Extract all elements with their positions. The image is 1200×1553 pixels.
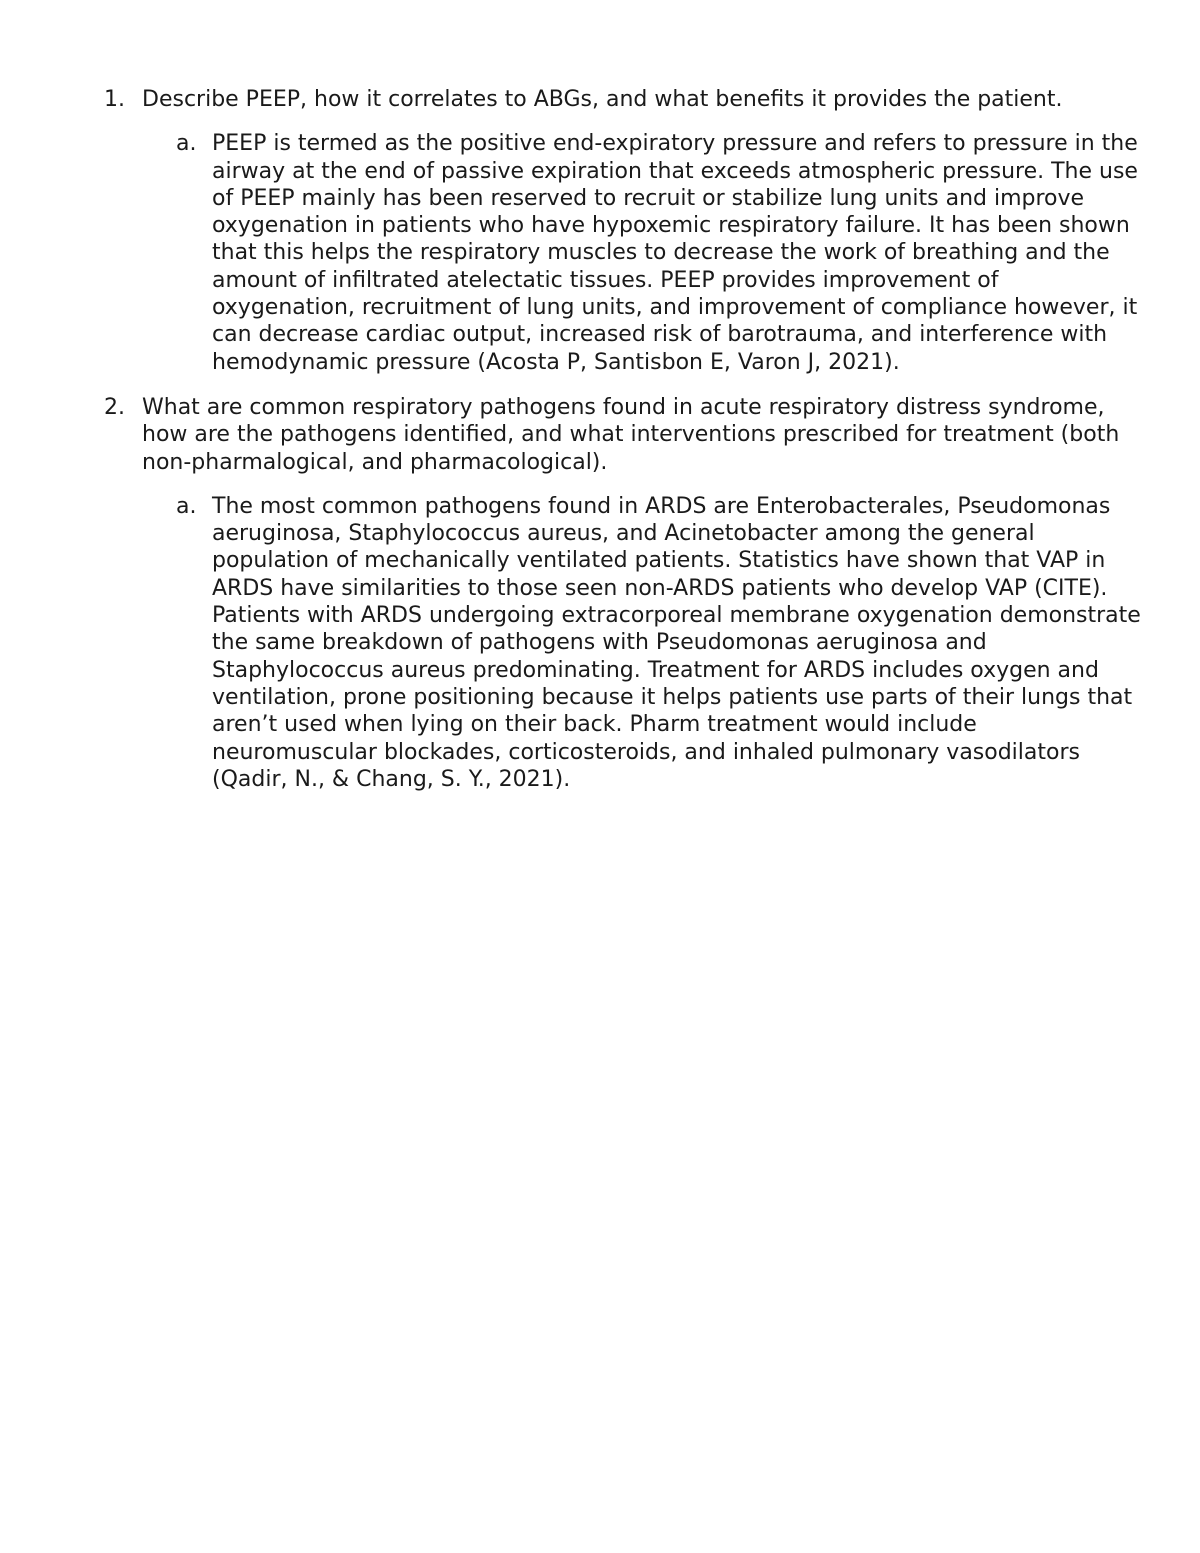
- question-2: [104, 394, 1144, 476]
- citation-closing: ).: [554, 766, 571, 792]
- answer-letter: a.: [176, 493, 197, 519]
- question-text: What are common respiratory pathogens found in acute respiratory distress syndrome, how are the pathogens identified, and what interventions prescribed for treatment (both non-pharmalogical, and pharmacological).: [142, 394, 1120, 475]
- question-number: 1.: [104, 87, 125, 112]
- question-number: 2.: [104, 394, 125, 420]
- document-body: [104, 86, 1144, 793]
- answer-text: The most common pathogens found in ARDS are Enterobacterales, Pseudomonas aeruginosa, Staphylococcus aureus, and Acinetobacter among the general population of mechanically ventilated patients. Statistics have shown that VAP in ARDS have similarities to those seen non-ARDS patients who develop VAP (CITE). Patients with ARDS undergoing extracorporeal membrane oxygenation demonstrate the same breakdown of pathogens with Pseudomonas aeruginosa and Staphylococcus aureus predominating. Treatment for ARDS includes oxygen and ventilation, prone positioning because it helps patients use parts of their lungs that aren’t used when lying on their back. Pharm treatment would include neuromuscular blockades, corticosteroids, and inhaled pulmonary vasodilators (: [212, 493, 1141, 792]
- answer-1a: [176, 130, 1144, 376]
- answer-text: PEEP is termed as the positive end-expiratory pressure and refers to pressure in the airway at the end of passive expiration that exceeds atmospheric pressure. The use of PEEP mainly has been reserved to recruit or stabilize lung units and improve oxygenation in patients who have hypoxemic respiratory failure. It has been shown that this helps the respiratory muscles to decrease the work of breathing and the amount of infiltrated atelectatic tissues. PEEP provides improvement of oxygenation, recruitment of lung units, and improvement of compliance however, it can decrease cardiac output, increased risk of barotrauma, and interference with hemodynamic pressure (Acosta P, Santisbon E, Varon J, 2021).: [212, 131, 1138, 375]
- answer-letter: a.: [176, 131, 197, 157]
- answer-2a: [176, 493, 1144, 793]
- question-1: [104, 86, 1144, 113]
- citation: Qadir, N., & Chang, S. Y., 2021: [220, 766, 555, 792]
- question-text: Describe PEEP, how it correlates to ABGs, and what benefits it provides the patient.: [142, 87, 1063, 112]
